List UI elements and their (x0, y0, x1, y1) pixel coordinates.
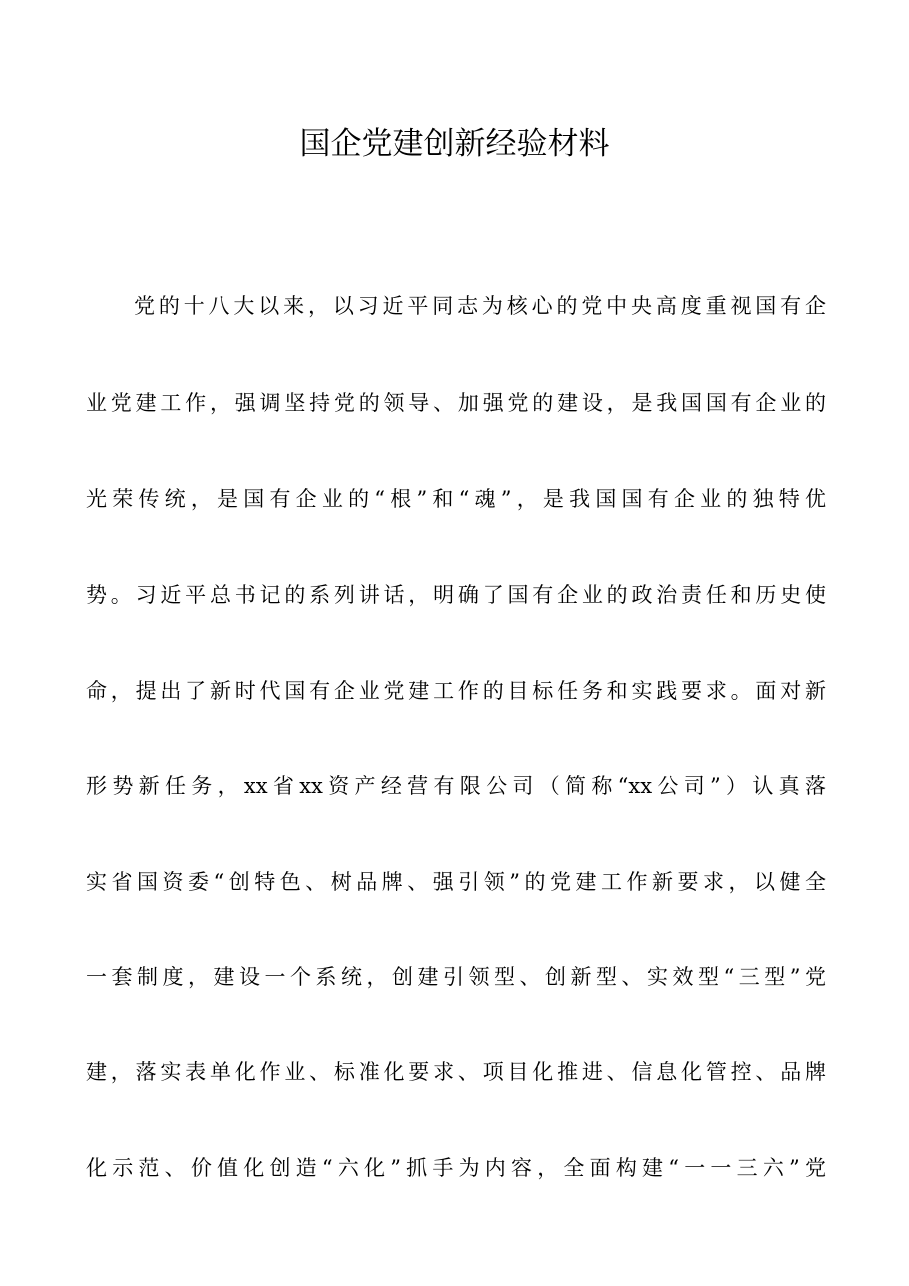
paragraph-line: 业党建工作，强调坚持党的领导、加强党的建设，是我国国有企业的 (86, 391, 826, 415)
paragraph-line: 建，落实表单化作业、标准化要求、项目化推进、信息化管控、品牌 (86, 1060, 826, 1084)
paragraph-line: 命，提出了新时代国有企业党建工作的目标任务和实践要求。面对新 (86, 679, 826, 703)
paragraph-line: 光荣传统，是国有企业的“根”和“魂”，是我国国有企业的独特优 (86, 487, 826, 511)
paragraph-line: 形势新任务，xx省xx资产经营有限公司（简称“xx公司”）认真落 (86, 774, 826, 798)
paragraph-line: 党的十八大以来，以习近平同志为核心的党中央高度重视国有企 (134, 294, 826, 318)
paragraph-line: 化示范、价值化创造“六化”抓手为内容，全面构建“一一三六”党 (86, 1156, 826, 1180)
document-title: 国企党建创新经验材料 (299, 126, 610, 162)
paragraph-line: 一套制度，建设一个系统，创建引领型、创新型、实效型“三型”党 (86, 965, 826, 989)
paragraph-line: 实省国资委“创特色、树品牌、强引领”的党建工作新要求，以健全 (86, 870, 826, 894)
paragraph-line: 势。习近平总书记的系列讲话，明确了国有企业的政治责任和历史使 (86, 583, 826, 607)
